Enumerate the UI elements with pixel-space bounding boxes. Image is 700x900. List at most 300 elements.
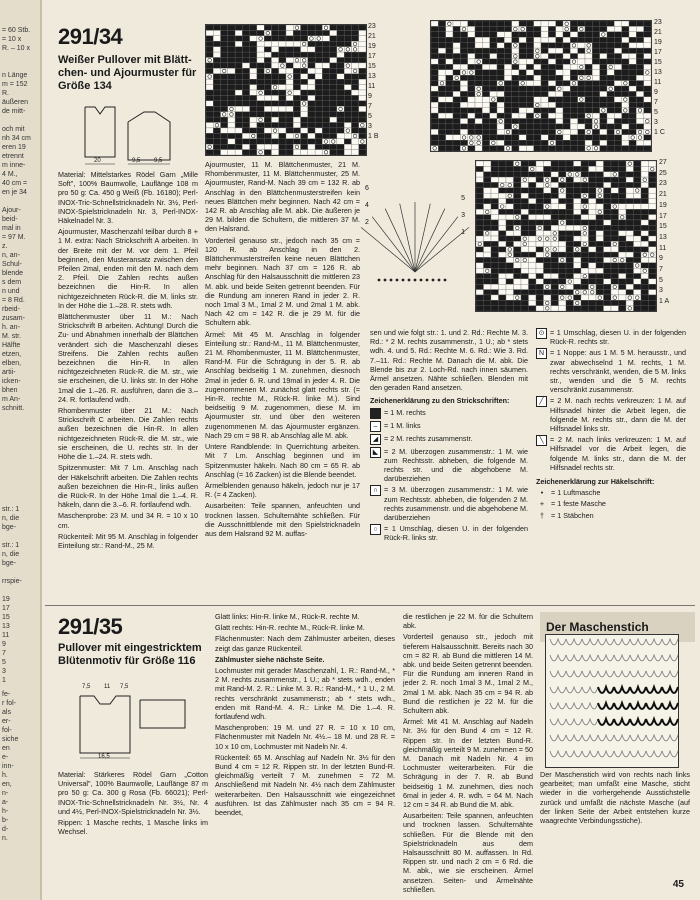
chart-cell [585, 70, 592, 75]
chain-dot [432, 279, 435, 282]
chart-cell [570, 113, 577, 118]
chart-cell [446, 37, 453, 42]
chart-cell [476, 225, 484, 230]
knit-loop [662, 703, 678, 709]
knit-loop [582, 655, 598, 661]
chart-cell [242, 90, 249, 95]
chart-cell [482, 102, 489, 107]
chart-cell [604, 193, 612, 198]
chart-cell [504, 81, 511, 86]
chart-cell [536, 204, 544, 209]
chart-cell [529, 247, 537, 252]
chart-cell [490, 21, 497, 26]
chart-cell [521, 166, 529, 171]
chart-cell [581, 172, 589, 177]
chart-cell [213, 144, 220, 149]
chart-cell [514, 290, 522, 295]
chart-cell [589, 177, 597, 182]
chart-cell [519, 37, 526, 42]
chart-cell [614, 48, 621, 53]
chart-cell [574, 268, 582, 273]
chart-cell [482, 119, 489, 124]
chart-cell [622, 21, 629, 26]
chart-cell [512, 64, 519, 69]
chart-cell [559, 199, 567, 204]
chart-cell [626, 193, 634, 198]
chart-cell [526, 113, 533, 118]
chart-cell [548, 113, 555, 118]
chart-cell [607, 146, 614, 151]
chart-cell [490, 70, 497, 75]
chart-cell [235, 85, 242, 90]
chart-cell [293, 79, 300, 84]
chart-cell [308, 150, 315, 155]
chart-cell [548, 124, 555, 129]
chart-cell [351, 85, 358, 90]
chart-cell [634, 257, 642, 262]
chart-cell [614, 91, 621, 96]
chart-cell [548, 32, 555, 37]
chart-cell [512, 81, 519, 86]
chart-cell [286, 41, 293, 46]
chart-cell [578, 91, 585, 96]
skp-icon: ◣ [370, 447, 381, 458]
chart-cell [490, 59, 497, 64]
chart-cell [431, 108, 438, 113]
chart-cell [641, 193, 649, 198]
knit-loop [550, 639, 566, 645]
chart-cell [257, 85, 264, 90]
chart-cell [250, 52, 257, 57]
chart-cell [566, 231, 574, 236]
chart-cell [626, 263, 634, 268]
chart-cell [484, 241, 492, 246]
chart-cell [460, 37, 467, 42]
chart-cell [286, 36, 293, 41]
chart-cell [446, 91, 453, 96]
chart-cell [574, 225, 582, 230]
chart-cell [484, 193, 492, 198]
chain-dot [438, 279, 441, 282]
chart-cell [279, 112, 286, 117]
chart-cell [607, 59, 614, 64]
chart-cell [468, 75, 475, 80]
row-label: 19 [654, 39, 662, 46]
chart-cell [438, 119, 445, 124]
chart-cell [649, 220, 657, 225]
chart-cell [544, 290, 552, 295]
chart-cell [279, 41, 286, 46]
chart-cell [649, 247, 657, 252]
chart-cell [330, 133, 337, 138]
chart-cell [286, 117, 293, 122]
chart-cell [622, 26, 629, 31]
chart-cell [322, 144, 329, 149]
chart-cell [634, 199, 642, 204]
chart-cell [622, 135, 629, 140]
chart-cell [206, 150, 213, 155]
chart-cell [250, 63, 257, 68]
chart-cell [534, 135, 541, 140]
chart-cell [614, 37, 621, 42]
row-label: 23 [659, 180, 667, 188]
chart-cell [206, 95, 213, 100]
row-label: 21 [368, 33, 376, 40]
chart-cell [279, 58, 286, 63]
chart-cell [242, 133, 249, 138]
chart-cell [600, 113, 607, 118]
chart-cell [315, 95, 322, 100]
chart-cell [453, 135, 460, 140]
chart-cell [330, 79, 337, 84]
chart-cell [536, 161, 544, 166]
chart-cell [589, 257, 597, 262]
schematic-label: 9,5 [154, 158, 163, 164]
chart-cell [600, 54, 607, 59]
chart-cell [250, 123, 257, 128]
knit-loop [662, 687, 678, 693]
chart-cell [293, 101, 300, 106]
chart-cell [592, 135, 599, 140]
chart-cell [351, 52, 358, 57]
chart-cell [250, 144, 257, 149]
chart-cell [607, 135, 614, 140]
chart-cell [242, 63, 249, 68]
chart-cell [431, 102, 438, 107]
chart-cell [351, 58, 358, 63]
legend-text: = 1 M. rechts [384, 407, 426, 417]
chart-cell [578, 32, 585, 37]
chart-cell [512, 119, 519, 124]
chart-cell [614, 124, 621, 129]
paragraph: Material: Stärkeres Rödel Garn „Cotton Universal", 100% Baumwolle, Lauflänge 87 m pro 50 g: Ca. 300 g Rosa (Fb. 66021); Perl-INOX-Tric-Schnellstricknadeln Nr. 3½, Nr. 4 und 4½, Perl-INOX-Spielstricknadeln Nr. 3½. [58, 770, 208, 816]
chart-cell [446, 75, 453, 80]
chart-cell [337, 85, 344, 90]
chart-cell [529, 204, 537, 209]
chart-cell [484, 220, 492, 225]
chart-cell [476, 199, 484, 204]
chart-cell [563, 119, 570, 124]
chart-cell [482, 43, 489, 48]
chart-cell [257, 133, 264, 138]
chart-cell [556, 81, 563, 86]
chart-cell [491, 241, 499, 246]
chart-cell [504, 124, 511, 129]
chart-cell [614, 54, 621, 59]
chart-cell [322, 58, 329, 63]
chart-cell [589, 199, 597, 204]
chart-cell [431, 26, 438, 31]
chart-cell [499, 215, 507, 220]
chart-cell [534, 146, 541, 151]
chart-cell [250, 112, 257, 117]
chart-cell [359, 36, 366, 41]
chart-cell [574, 209, 582, 214]
chart-cell [484, 161, 492, 166]
chart-cell [271, 36, 278, 41]
chart-cell [556, 54, 563, 59]
chart-cell [279, 101, 286, 106]
chart-cell [626, 215, 634, 220]
chart-cell [476, 257, 484, 262]
chart-cell [344, 117, 351, 122]
chart-cell [228, 133, 235, 138]
chart-cell [596, 284, 604, 289]
chart-cell [438, 26, 445, 31]
knit-loop [566, 735, 582, 741]
chart-cell [626, 177, 634, 182]
chart-cell [607, 26, 614, 31]
chart-cell [482, 146, 489, 151]
chart-cell [626, 225, 634, 230]
chart-cell [548, 75, 555, 80]
paragraph: Ärmel: Mit 45 M. Anschlag in folgender Einteilung str.: Rand-M., 11 M. Blättchenmuster, 21 M. Rhombenmuster, 11 M. Blättchenmuster, Rand-M. Für die Schrägung in der 5. R. ab Anschlag beidseitig 1 M. zunehmen, diesnoch 2mal in jeder 6. R. und 19mal in jeder 4. R. Die zugenommenen M. zunächst glatt rechts str. (= Hin-R. rechte M., Rück-R. linke M.). Sind beidseitig 9 M. zugenommen, diese M. im Ajourmuster str. und über den weiteren zugenommenen M. das Ajourmuster ergänzen. Nach 29 cm = 98 R. ab Anschlag alle M. abk. [205, 329, 360, 440]
chart-cell [514, 188, 522, 193]
chart-cell [559, 231, 567, 236]
chart-cell [490, 86, 497, 91]
chart-cell [257, 144, 264, 149]
chart-cell [636, 140, 643, 145]
chart-cell [644, 37, 651, 42]
chart-cell [619, 231, 627, 236]
chart-cell [559, 300, 567, 305]
k2tog-icon: ◢ [370, 434, 381, 445]
chart-cell [589, 182, 597, 187]
chart-cell [438, 135, 445, 140]
chart-cell [431, 140, 438, 145]
chart-cell [600, 26, 607, 31]
chart-cell [301, 128, 308, 133]
chart-cell [330, 74, 337, 79]
chart-cell [519, 135, 526, 140]
chart-cell [574, 188, 582, 193]
knit-loop [614, 703, 630, 709]
chart-cell [351, 25, 358, 30]
chart-cell [446, 129, 453, 134]
chart-cell [570, 124, 577, 129]
chart-cell [344, 58, 351, 63]
chart-cell [497, 102, 504, 107]
chart-cell [578, 43, 585, 48]
chart-cell [490, 54, 497, 59]
chart-cell [491, 257, 499, 262]
chart-cell [235, 117, 242, 122]
chart-cell [351, 90, 358, 95]
chart-cell [344, 85, 351, 90]
knit-loop [614, 735, 630, 741]
chart-cell [570, 129, 577, 134]
chart-cell [504, 21, 511, 26]
chart-cell [589, 252, 597, 257]
chart-cell [529, 177, 537, 182]
chart-cell [468, 21, 475, 26]
chart-cell [221, 25, 228, 30]
chart-cell [344, 95, 351, 100]
chart-cell [548, 108, 555, 113]
chart-cell [574, 284, 582, 289]
chart-cell [548, 59, 555, 64]
chart-cell [519, 113, 526, 118]
chart-cell [499, 188, 507, 193]
knit-loop [598, 751, 614, 757]
chart-cell [548, 81, 555, 86]
chart-cell [629, 21, 636, 26]
chart-cell [551, 182, 559, 187]
knit-loop [550, 719, 566, 725]
chart-cell [611, 161, 619, 166]
chart-cell [271, 133, 278, 138]
chart-cell [519, 64, 526, 69]
chart-cell [592, 81, 599, 86]
chart-cell [541, 124, 548, 129]
chart-cell [293, 30, 300, 35]
chart-cell [279, 30, 286, 35]
chart-cell [359, 117, 366, 122]
legend-item [536, 435, 686, 472]
chart-cell [337, 79, 344, 84]
knit-loop [582, 639, 598, 645]
chart-cell [228, 123, 235, 128]
chart-cell [206, 30, 213, 35]
chart-cell [476, 166, 484, 171]
chart-cell [250, 106, 257, 111]
chart-cell [330, 117, 337, 122]
chart-cell [504, 43, 511, 48]
chart-cell [475, 124, 482, 129]
chart-cell [322, 79, 329, 84]
chart-cell [491, 306, 499, 311]
chart-cell [556, 102, 563, 107]
chart-cell [206, 41, 213, 46]
chart-cell [271, 123, 278, 128]
chart-cell [600, 97, 607, 102]
chart-cell [322, 47, 329, 52]
chart-cell [604, 188, 612, 193]
knit-loop [646, 687, 662, 693]
chart-cell [271, 74, 278, 79]
chart-cell [570, 26, 577, 31]
chart-cell [337, 112, 344, 117]
chart-cell [536, 257, 544, 262]
chart-cell [644, 43, 651, 48]
chart-cell [315, 133, 322, 138]
chart-cell [514, 274, 522, 279]
chart-cell [206, 101, 213, 106]
chart-cell [344, 52, 351, 57]
chain-dot [390, 279, 393, 282]
chart-cell [529, 172, 537, 177]
chart-cell [596, 241, 604, 246]
chart-cell [279, 128, 286, 133]
chart-cell [359, 90, 366, 95]
knit-loop [646, 719, 662, 725]
chart-cell [529, 209, 537, 214]
chart-cell [506, 279, 514, 284]
chart-cell [453, 129, 460, 134]
chart-cell [585, 32, 592, 37]
chart-cell [649, 177, 657, 182]
chart-cell [468, 48, 475, 53]
knit-loop [630, 719, 646, 725]
chart-cell [506, 306, 514, 311]
chart-cell [514, 263, 522, 268]
chart-cell [581, 284, 589, 289]
chart-cell [589, 274, 597, 279]
chain-dot [414, 279, 417, 282]
chart-cell [308, 95, 315, 100]
chart-cell [476, 263, 484, 268]
legend-item [370, 434, 528, 445]
row-label: 17 [368, 53, 376, 60]
chart-cell [476, 295, 484, 300]
stitch-pattern-graphic [546, 635, 678, 767]
chart-cell [634, 161, 642, 166]
chart-cell [453, 37, 460, 42]
chart-cell [460, 129, 467, 134]
knit-loop [598, 687, 614, 693]
chart-cell [574, 220, 582, 225]
chart-cell [460, 119, 467, 124]
chart-cell [264, 47, 271, 52]
chart-cell [359, 133, 366, 138]
chart-cell [551, 263, 559, 268]
chart-cell [337, 117, 344, 122]
chart-cell [526, 97, 533, 102]
chart-cell [484, 177, 492, 182]
chart-cell [570, 91, 577, 96]
knit-loop [582, 671, 598, 677]
chart-cell [519, 43, 526, 48]
chart-cell [301, 123, 308, 128]
chart-cell [228, 79, 235, 84]
chart-cell [264, 63, 271, 68]
chart-cell [551, 268, 559, 273]
chart-cell [585, 64, 592, 69]
knit-loop [550, 687, 566, 693]
chart-cell [490, 91, 497, 96]
chart-cell [228, 117, 235, 122]
chart-cell [264, 36, 271, 41]
chart-cell [634, 220, 642, 225]
chart-cell [359, 74, 366, 79]
chart-cell [482, 86, 489, 91]
chart-cell [506, 199, 514, 204]
chart-cell [221, 144, 228, 149]
chart-cell [529, 161, 537, 166]
chart-cell [596, 231, 604, 236]
paragraph: Rhombenmuster über 21 M.: Nach Strickschrift C arbeiten. Die Zahlen rechts außen bezeichnen die Hin-R. In allen nichtgezeichneten Rück-R. die M. str., wie sie erscheinen, die U. rechts str. In der Höhe die 1.–24. R. stets wdh. [58, 406, 198, 462]
double-crochet-icon: † [540, 510, 544, 520]
chart-cell [491, 182, 499, 187]
chart-cell [626, 236, 634, 241]
chart-cell [604, 274, 612, 279]
chart-cell [592, 54, 599, 59]
paragraph: die restlichen je 22 M. für die Schultern abk. [403, 612, 533, 631]
knit-loop [630, 639, 646, 645]
chart-cell [504, 135, 511, 140]
chart-cell [592, 86, 599, 91]
chart-cell [484, 182, 492, 187]
chart-cell [322, 68, 329, 73]
chart-cell [301, 106, 308, 111]
chart-cell [213, 41, 220, 46]
chart-cell [604, 166, 612, 171]
chart-cell [499, 284, 507, 289]
chart-cell [622, 64, 629, 69]
chart-cell [438, 48, 445, 53]
chart-cell [512, 21, 519, 26]
chart-cell [264, 139, 271, 144]
